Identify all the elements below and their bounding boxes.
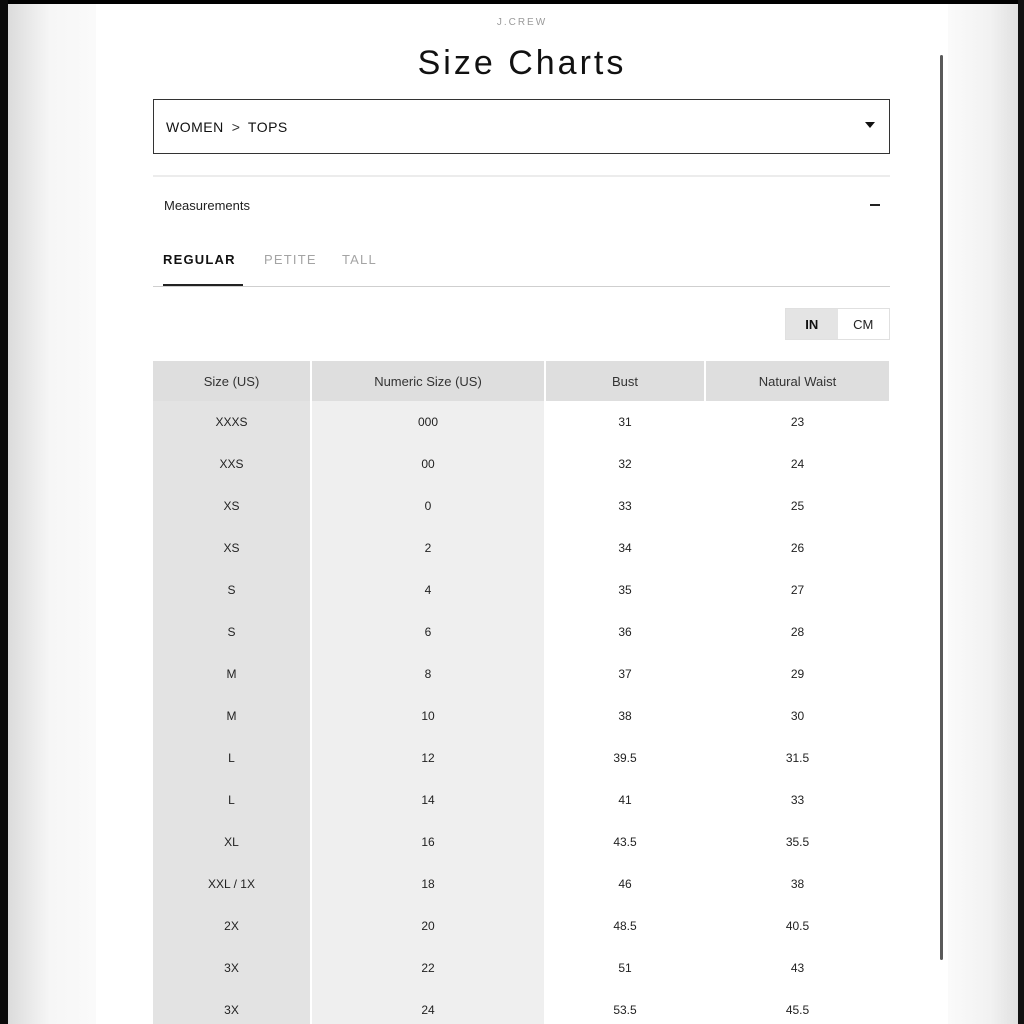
measurements-accordion-header[interactable] (153, 190, 890, 220)
table-row (153, 611, 889, 653)
cell-size-us: S (153, 569, 312, 611)
tab-tall[interactable]: TALL (342, 252, 377, 267)
cell-bust: 46 (546, 863, 706, 905)
cell-numeric-size: 00 (312, 443, 546, 485)
cell-size-us: XL (153, 821, 312, 863)
table-row (153, 821, 889, 863)
scrollbar[interactable] (940, 55, 943, 960)
cell-bust: 53.5 (546, 989, 706, 1024)
cell-numeric-size: 0 (312, 485, 546, 527)
table-row (153, 527, 889, 569)
cell-size-us: M (153, 653, 312, 695)
cell-natural-waist: 38 (706, 863, 889, 905)
cell-natural-waist: 25 (706, 485, 889, 527)
cell-numeric-size: 12 (312, 737, 546, 779)
table-header-row (153, 361, 889, 401)
unit-cm-button[interactable]: CM (838, 309, 890, 339)
cell-natural-waist: 29 (706, 653, 889, 695)
collapse-minus-icon[interactable] (870, 204, 880, 206)
cell-size-us: M (153, 695, 312, 737)
cell-natural-waist: 26 (706, 527, 889, 569)
tab-regular[interactable]: REGULAR (163, 252, 243, 286)
cell-natural-waist: 28 (706, 611, 889, 653)
header-size-us: Size (US) (153, 361, 312, 401)
unit-toggle (785, 308, 890, 340)
table-row (153, 569, 889, 611)
cell-natural-waist: 31.5 (706, 737, 889, 779)
cell-numeric-size: 2 (312, 527, 546, 569)
table-row (153, 989, 889, 1024)
breadcrumb-separator: > (231, 118, 240, 135)
section-divider (153, 175, 890, 177)
cell-bust: 32 (546, 443, 706, 485)
caret-down-icon (865, 122, 875, 128)
cell-size-us: 3X (153, 989, 312, 1024)
table-row (153, 653, 889, 695)
table-row (153, 485, 889, 527)
cell-bust: 38 (546, 695, 706, 737)
cell-size-us: XXS (153, 443, 312, 485)
cell-numeric-size: 8 (312, 653, 546, 695)
cell-numeric-size: 14 (312, 779, 546, 821)
cell-numeric-size: 4 (312, 569, 546, 611)
cell-natural-waist: 23 (706, 401, 889, 443)
size-chart-panel (96, 4, 948, 1024)
cell-size-us: XS (153, 527, 312, 569)
cell-size-us: L (153, 779, 312, 821)
cell-numeric-size: 18 (312, 863, 546, 905)
tab-petite[interactable]: PETITE (264, 252, 317, 267)
breadcrumb-subcategory: TOPS (247, 118, 288, 135)
unit-in-button[interactable]: IN (786, 309, 838, 339)
right-edge (1018, 0, 1024, 1024)
measurements-label: Measurements (164, 197, 250, 213)
cell-size-us: S (153, 611, 312, 653)
table-row (153, 443, 889, 485)
cell-numeric-size: 24 (312, 989, 546, 1024)
cell-size-us: 2X (153, 905, 312, 947)
cell-natural-waist: 43 (706, 947, 889, 989)
cell-bust: 41 (546, 779, 706, 821)
table-row (153, 779, 889, 821)
page-title: Size Charts (417, 44, 627, 82)
cell-bust: 36 (546, 611, 706, 653)
cell-bust: 48.5 (546, 905, 706, 947)
cell-numeric-size: 20 (312, 905, 546, 947)
cell-bust: 35 (546, 569, 706, 611)
table-row (153, 401, 889, 443)
table-row (153, 863, 889, 905)
cell-natural-waist: 45.5 (706, 989, 889, 1024)
cell-numeric-size: 6 (312, 611, 546, 653)
left-edge (0, 0, 8, 1024)
cell-bust: 33 (546, 485, 706, 527)
header-natural-waist: Natural Waist (706, 361, 889, 401)
table-row (153, 695, 889, 737)
cell-size-us: XXXS (153, 401, 312, 443)
cell-size-us: XXL / 1X (153, 863, 312, 905)
cell-bust: 34 (546, 527, 706, 569)
cell-bust: 31 (546, 401, 706, 443)
cell-bust: 43.5 (546, 821, 706, 863)
cell-numeric-size: 10 (312, 695, 546, 737)
header-bust: Bust (546, 361, 706, 401)
cell-size-us: 3X (153, 947, 312, 989)
table-row (153, 737, 889, 779)
header-numeric-size: Numeric Size (US) (312, 361, 546, 401)
category-dropdown[interactable] (153, 99, 890, 154)
cell-bust: 37 (546, 653, 706, 695)
cell-natural-waist: 40.5 (706, 905, 889, 947)
size-table (153, 361, 889, 1024)
cell-natural-waist: 30 (706, 695, 889, 737)
cell-bust: 51 (546, 947, 706, 989)
cell-natural-waist: 27 (706, 569, 889, 611)
cell-numeric-size: 22 (312, 947, 546, 989)
cell-natural-waist: 24 (706, 443, 889, 485)
fit-tabs (153, 247, 890, 287)
cell-size-us: L (153, 737, 312, 779)
cell-natural-waist: 35.5 (706, 821, 889, 863)
brand-logo: J.CREW (496, 17, 548, 28)
table-row (153, 947, 889, 989)
cell-size-us: XS (153, 485, 312, 527)
breadcrumb-category: WOMEN (166, 118, 224, 135)
cell-bust: 39.5 (546, 737, 706, 779)
cell-natural-waist: 33 (706, 779, 889, 821)
cell-numeric-size: 16 (312, 821, 546, 863)
cell-numeric-size: 000 (312, 401, 546, 443)
table-row (153, 905, 889, 947)
